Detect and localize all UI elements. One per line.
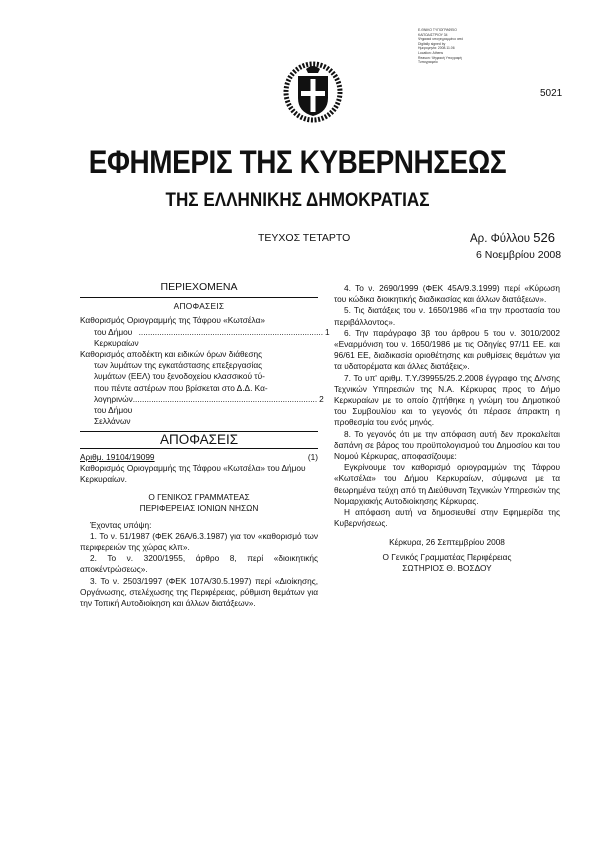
toc-line: [80, 326, 330, 349]
gazette-subtitle: ΤΗΣ ΕΛΛΗΝΙΚΗΣ ΔΗΜΟΚΡΑΤΙΑΣ: [165, 190, 430, 211]
divider: [80, 297, 318, 298]
gazette-title: ΕΦΗΜΕΡΙΣ ΤΗΣ ΚΥΒΕΡΝΗΣΕΩΣ: [88, 144, 507, 180]
authority-region: ΠΕΡΙΦΕΡΕΙΑΣ ΙΟΝΙΩΝ ΝΗΣΩΝ: [139, 503, 259, 514]
stamp-line: ΚΑΠΟΔΙΣΤΡΙΟΥ 34: [418, 32, 448, 37]
contents-subheading: ΑΠΟΦΑΣΕΙΣ: [173, 301, 225, 312]
recital-3: 3. Το ν. 2503/1997 (ΦΕΚ 107Α/30.5.1997) περί «Διοίκησης, Οργάνωσης, στελέχωσης της Περιφέρειας, ρύθμιση θεμάτων για την Τοπική Αυτοδιοίκηση και άλλων διατάξεων».: [80, 575, 318, 609]
stamp-line: Location: Athens: [418, 50, 444, 55]
toc-dots: ................................................................................: [138, 326, 324, 337]
toc-text: λογηρινών του Δήμου Σελλάνων: [94, 393, 133, 427]
decision-subject: Καθορισμός Οριογραμμής της Τάφρου «Κωτσέλα» του Δήμου Κερκυραίων.: [80, 462, 306, 485]
toc-item[interactable]: [80, 349, 324, 427]
leaf-label: Αρ. Φύλλου: [470, 233, 531, 245]
recital-4: 4. Το ν. 2690/1999 (ΦΕΚ 45Α/9.3.1999) περί «Κύρωση του κώδικα διοικητικής διαδικασίας και άλλων διατάξεων».: [334, 283, 560, 305]
stamp-line: Digitally signed by: [418, 41, 446, 46]
approval-paragraph: Εγκρίνουμε τον καθορισμό οριογραμμών της Τάφρου «Κωτσέλα» του Δήμου Κερκυραίων, σύμφωνα με τα θεωρημένα τεύχη από τη Διεύθυνση Τεχνικών Υπηρεσιών της Νομαρχιακής Αυτοδιοίκησης Κέρκυρας.: [334, 462, 560, 506]
signer-title: Ο Γενικός Γραμματέας Περιφέρειας: [382, 551, 512, 562]
signer-name: ΣΩΤΗΡΙΟΣ Θ. ΒΟΣΔΟΥ: [402, 562, 492, 573]
contents-heading: ΠΕΡΙΕΧΟΜΕΝΑ: [160, 281, 238, 293]
toc-dots: ................................................................................: [132, 393, 318, 404]
publication-paragraph: Η απόφαση αυτή να δημοσιευθεί στην Εφημερίδα της Κυβερνήσεως.: [334, 507, 560, 529]
stamp-line: Τυπογραφείο: [418, 60, 438, 65]
greek-coat-of-arms-icon: [284, 60, 342, 122]
toc-line: [80, 393, 324, 428]
recital-7: 7. Το υπ' αριθμ. Τ.Υ./39955/25.2.2008 έγγραφο της Δ/νσης Τεχνικών Υπηρεσιών της Ν.Α. Κέρκυρας προς το Δήμο Κερκυραίων με το οποίο ζητήθηκε η γνώμη του Δημοτικού του Συμβουλίου και το γεγονός ότι πέρασε άπρακτη η προθεσμία του ενός μηνός.: [334, 372, 560, 428]
left-column: [80, 281, 330, 609]
toc-line: Καθορισμός Οριογραμμής της Τάφρου «Κωτσέλα»: [80, 315, 265, 326]
decision-index: (1): [307, 451, 318, 462]
authority-title: Ο ΓΕΝΙΚΟΣ ΓΡΑΜΜΑΤΕΑΣ: [148, 492, 250, 503]
toc-line: λυμάτων (ΕΕΛ) του ξενοδοχείου κλασσικού τύ-: [94, 371, 265, 382]
digital-signature-stamp: [418, 28, 488, 65]
place-date: Κέρκυρα, 26 Σεπτεμβρίου 2008: [389, 537, 505, 548]
toc-item[interactable]: [80, 315, 330, 349]
leaf-value: 526: [533, 230, 555, 245]
recital-1: 1. Το ν. 51/1987 (ΦΕΚ 26Α/6.3.1987) για τον «καθορισμό των περιφερειών της χώρας κλπ».: [80, 530, 318, 553]
toc-text: του Δήμου Κερκυραίων: [94, 326, 139, 348]
issue-label: ΤΕΥΧΟΣ ΤΕΤΑΡΤΟ: [258, 232, 351, 244]
toc-line: Καθορισμός αποδέκτη και ειδικών όρων διάθεσης: [80, 349, 263, 360]
toc-line: που πέντε αστέρων που βρίσκεται στο Δ.Δ. Κα-: [94, 382, 268, 393]
decisions-heading: ΑΠΟΦΑΣΕΙΣ: [159, 432, 239, 448]
recital-6: 6. Την παράγραφο 3β του άρθρου 5 του ν. 3010/2002 «Εναρμόνιση του ν. 1650/1986 με τις Οδηγίες 97/11 ΕΕ. και 96/61 ΕΕ, διαδικασία οριοθέτησης και ρυθμίσεις θεμάτων για τα υδατορέματα και άλλες διατάξεις».: [334, 327, 560, 372]
divider: [80, 448, 318, 449]
stamp-line: Reason: Ψηφιακή Υπογραφή: [418, 55, 462, 60]
stamp-line: Ε.ΘΝΙΚΟ ΤΥΠΟΓΡΑΦΕΙΟ: [418, 28, 457, 32]
right-column: [334, 283, 560, 574]
page-number: 5021: [540, 88, 563, 99]
toc-line: των λυμάτων της εγκατάστασης επεξεργασίας: [94, 360, 263, 371]
stamp-line: Ημερομηνία: 2008.11.06: [418, 46, 455, 51]
decision-ref: [80, 452, 318, 463]
having-regard: Έχοντας υπόψη:: [90, 519, 152, 530]
recital-2: 2. Το ν. 3200/1955, άρθρο 8, περί «διοικητικής αποκέντρώσεως».: [80, 553, 318, 575]
issue-date: 6 Νοεμβρίου 2008: [476, 249, 562, 261]
decision-number: Αριθμ. 19104/19099: [80, 451, 155, 462]
toc-page: 1: [325, 326, 330, 337]
recital-5: 5. Τις διατάξεις του ν. 1650/1986 «Για την προστασία του περιβάλλοντος».: [334, 305, 560, 327]
leaf-number: [470, 230, 555, 245]
recital-8: 8. Το γεγονός ότι με την απόφαση αυτή δεν προκαλείται δαπάνη σε βάρος του προϋπολογισμού του Δημοσίου και του Νομού Κέρκυρας, αποφασίζουμε:: [334, 428, 560, 462]
toc-page: 2: [319, 393, 324, 404]
stamp-line: Ψηφιακά υπογεγραμμένο από: [418, 37, 464, 42]
